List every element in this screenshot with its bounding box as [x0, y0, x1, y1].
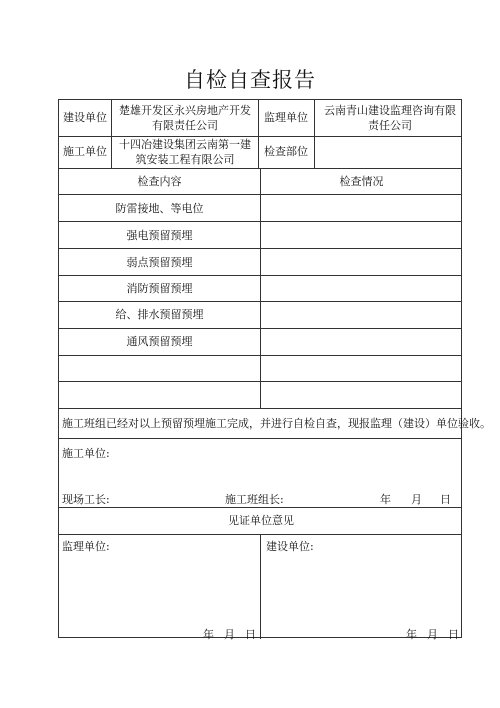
- supervision-sign-label: 监理单位:: [62, 540, 110, 553]
- supervision-date-year: 年: [203, 628, 214, 641]
- column-header-content: 检查内容: [137, 175, 182, 188]
- checklist-item: 通风预留预埋: [126, 335, 193, 348]
- column-header-status: 检查情况: [339, 175, 384, 188]
- construction-date-day: 日: [448, 628, 459, 641]
- supervision-date-month: 月: [224, 628, 235, 641]
- column-divider: [314, 100, 315, 168]
- builder-unit-value: 十四冶建设集团云南第一建筑安装工程有限公司: [119, 138, 251, 166]
- row-divider: [59, 438, 461, 439]
- construction-sign-label: 建设单位:: [266, 540, 314, 553]
- supervision-date-day: 日: [245, 628, 256, 641]
- inspection-part-label: 检查部位: [264, 145, 308, 158]
- self-inspection-statement: 施工班组已经对以上预留预埋施工完成，并进行自检自查，现报监理（建设）单位验收。: [62, 417, 491, 430]
- column-divider: [260, 534, 261, 639]
- column-divider: [111, 100, 112, 168]
- page-title: 自检自查报告: [184, 68, 316, 92]
- supervision-unit-label: 监理单位: [264, 111, 308, 124]
- team-leader-label: 施工班组长:: [225, 493, 284, 506]
- checklist-item: 弱点预留预埋: [126, 256, 193, 269]
- builder-date-year: 年: [380, 493, 391, 506]
- builder-date-day: 日: [440, 493, 451, 506]
- supervision-unit-value: 云南青山建设监理咨询有限责任公司: [324, 104, 456, 132]
- checklist-item: 防雷接地、等电位: [115, 202, 204, 215]
- row-divider: [59, 507, 461, 508]
- construction-date-month: 月: [427, 628, 438, 641]
- column-divider: [260, 168, 261, 408]
- construction-unit-label: 建设单位: [63, 111, 107, 124]
- inspection-report-table: [58, 99, 491, 641]
- builder-unit-sign-label: 施工单位:: [62, 447, 110, 460]
- checklist-item: 给、排水预留预埋: [115, 308, 204, 321]
- checklist-item: 消防预留预埋: [126, 282, 193, 295]
- checklist-item: 强电预留预埋: [126, 229, 193, 242]
- construction-unit-value: 楚雄开发区永兴房地产开发有限责任公司: [119, 104, 251, 132]
- witness-opinion-title: 见证单位意见: [228, 514, 294, 527]
- row-divider: [59, 408, 461, 409]
- builder-date-month: 月: [411, 493, 422, 506]
- builder-unit-label: 施工单位: [63, 145, 107, 158]
- construction-date-year: 年: [406, 628, 417, 641]
- site-manager-label: 现场工长:: [62, 493, 110, 506]
